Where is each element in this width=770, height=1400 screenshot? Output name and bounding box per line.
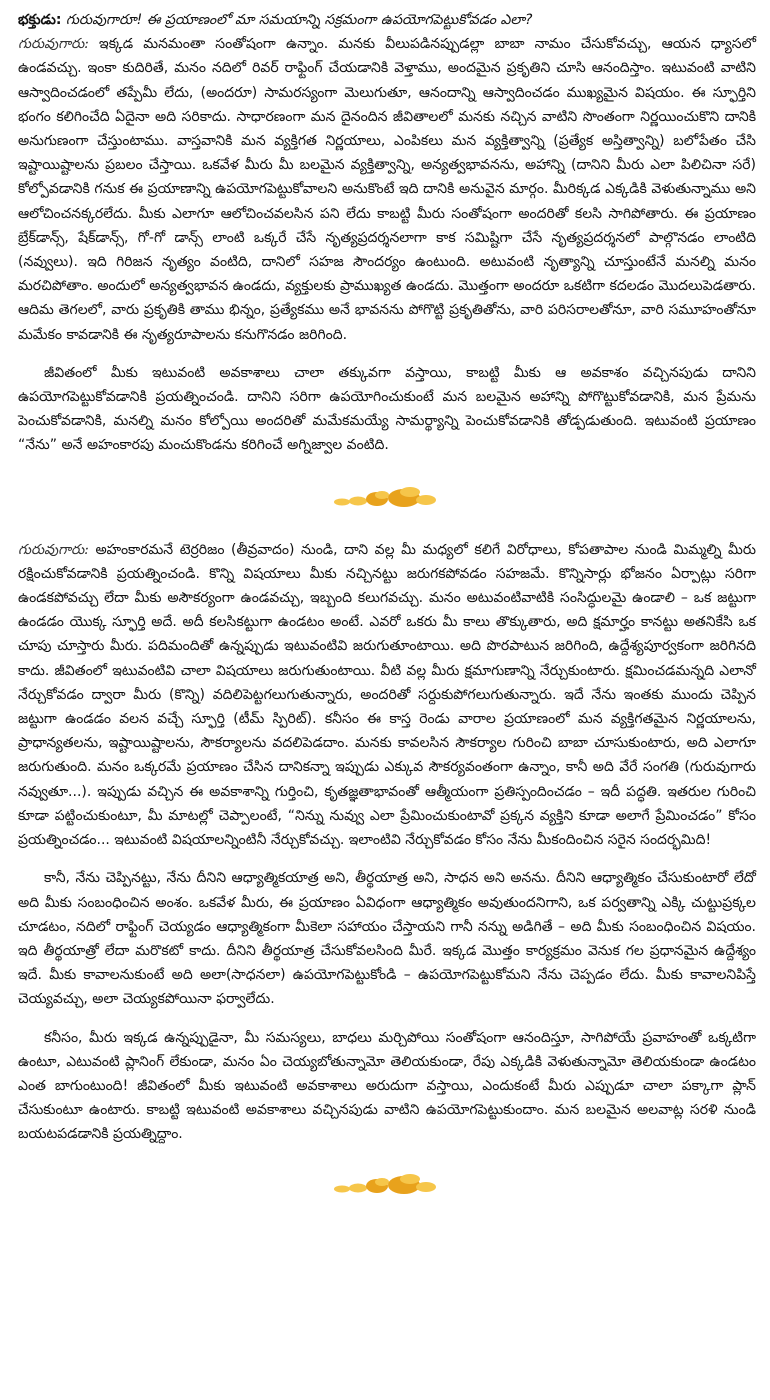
answer2-speaker: గురువుగారు: xyxy=(18,541,89,558)
article xyxy=(18,8,756,1225)
answer2-paragraph3: కనీసం, మీరు ఇక్కడ ఉన్నప్పుడైనా, మీ సమస్యలు, బాధలు మర్చిపోయి సంతోషంగా ఆనందిస్తూ, సాగిపోయే ప్రవాహంతో ఒక్కటిగా ఉంటూ, ఎటువంటి ప్లానింగ్ లేకుండా, మనం ఏం చెయ్యబోతున్నామో తెలియకుండా, రేపు ఎక్కడికి వెళుతున్నామో తెలియకుండా ఉండటం ఎంత బాగుంటుంది! జీవితంలో మీకు ఇటువంటి అవకాశాలు అరుదుగా వస్తాయి, ఎందుకంటే మీరు ఎప్పుడూ చాలా పక్కాగా ప్లాన్ చేసుకుంటూ ఉంటారు. కాబట్టి ఇటువంటి అవకాశాలు వచ్చినపుడు వాటిని ఉపయోగపెట్టుకుందాం. మన బలమైన అలవాట్ల సరళి నుండి బయటపడడానికి ప్రయత్నిద్దాం. xyxy=(18,1029,756,1143)
answer2-paragraph1 xyxy=(18,538,756,853)
answer1-paragraph1 xyxy=(18,32,756,347)
ornament-divider-2 xyxy=(18,1169,756,1199)
ornament-divider-1 xyxy=(18,482,756,512)
question-text: గురువుగారూ! ఈ ప్రయాణంలో మా సమయాన్ని సక్రమంగా ఉపయోగపెట్టుకోవడం ఎలా? xyxy=(65,12,533,28)
answer2-text1: అహంకారమనే టెర్రరిజం (తీవ్రవాదం) నుండి, దాని వల్ల మీ మధ్యలో కలిగే విరోధాలు, కోపతాపాల నుండి మిమ్మల్ని మీరు రక్షించుకోవడానికి ప్రయత్నించండి. కొన్ని విషయాలు మీకు నచ్చినట్టు జరుగకపోవడం సహజమే. కొన్నిసార్లు భోజనం ఏర్పాట్లు సరిగా ఉండకపోవచ్చు లేదా మీకు అసౌకర్యంగా ఉండవచ్చు, ఇబ్బంది కలుగవచ్చు. మనం అటువంటివాటికి సంసిద్ధులమై ఉండాలి – ఒక జట్టుగా ఉండడం యొక్క స్ఫూర్తి అదే. అదీ కలసికట్టుగా ఉండటం అంటే. ఎవరో ఒకరు మీ కాలు తొక్కుతారు, అది క్షమార్హం కానట్టు అతనికేసి ఒక చూపు చూస్తారు మీరు. పదిమందితో ఉన్నప్పుడు ఇటువంటివి జరుగుతూంటాయి. అది పొరపాటున జరిగింది, ఉద్దేశ్యపూర్వకంగా జరిగినది కాదు. జీవితంలో ఇటువంటివి చాలా విషయాలు జరుగుతుంటాయి. వీటి వల్ల మీరు క్షమాగుణాన్ని నేర్చుకుంటారు. క్షమించడమన్నది ఎలానో నేర్చుకోవడం ద్వారా మీరు (కొన్ని) వదిలిపెట్టగలుగుతున్నారు, అందరితో సర్దుకుపోగలుగుతున్నారు. ఇదే నేను ఇంతకు ముందు చెప్పిన జట్టుగా ఉండడం వలన వచ్చే స్ఫూర్తి (టీమ్ స్పిరిట్). కనీసం ఈ కాస్త రెండు వారాల ప్రయాణంలో మన వ్యక్తిగతమైన నిర్ణయాలను, ప్రాధాన్యతలను, ఇష్టాయిష్టాలను, సౌకర్యాలను వదలిపెడదాం. మనకు కావలసిన సౌకర్యాల గురించి బాబా చూసుకుంటారు, అది ఎలాగూ జరుగుతుంది. మనం ఒక్కరమే ప్రయాణం చేసిన దానికన్నా ఇప్పుడు ఎక్కువ సౌకర్యవంతంగా ఉన్నాం, కానీ అది వేరే సంగతి (గురువుగారు నవ్వుతూ...). ఇప్పుడు వచ్చిన ఈ అవకాశాన్ని గుర్తించి, కృతజ్ఞతాభావంతో ఆత్మీయంగా ప్రతిస్పందించడం – ఇదీ పద్ధతి. ఇతరుల గురించి కూడా పట్టించుకుంటూ, మీ మాటల్లో చెప్పాలంటే, “నిన్ను నువ్వు ఎలా ప్రేమించుకుంటావో ప్రక్కన వ్యక్తిని కూడా అలాగే ప్రేమించడం” కోసం ప్రయత్నించడం... ఇటువంటి విషయాలన్నింటినీ నేర్చుకోవచ్చు. ఇలాంటివి నేర్చుకోవడం కోసం నేను మీకందించిన సరైన సందర్భమిది! xyxy=(18,541,756,849)
flower-ornament-icon xyxy=(332,1169,442,1199)
answer1-text1: ఇక్కడ మనమంతా సంతోషంగా ఉన్నాం. మనకు వీలుపడినప్పుడల్లా బాబా నామం చేసుకోవచ్చు, ఆయన ధ్యాసలో ఉండవచ్చు. ఇంకా కుదిరితే, మనం నదిలో రివర్ రాఫ్టింగ్ చేయడానికి వెళ్తాము, అందమైన ప్రకృతిని చూసి ఆనందిస్తాం. ఇటువంటి వాటిని ఆస్వాదించడంలో తప్పేమీ లేదు, (అందరూ) సామరస్యంగా మెలుగుతూ, ఆనందాన్ని ఆస్వాదించడం ముఖ్యమైన విషయం. ఈ స్ఫూర్తిని భంగం కలిగించేది ఏదైనా అది సరికాదు. సాధారణంగా మన దైనందిన జీవితాలలో మనకు నచ్చిన వాటిని సొంతంగా నిర్ణయించుకొని దానికి అనుగుణంగా చేస్తుంటాము. వాస్తవానికి మన వ్యక్తిగత నిర్ణయాలు, ఎంపికలు మన వ్యక్తిత్వాన్ని (ప్రత్యేక అస్తిత్వాన్ని) బలోపేతం చేసి ఇష్టాయిష్టాలను ప్రబలం చేస్తాయి. ఒకవేళ మీరు మీ బలమైన వ్యక్తిత్వాన్ని, అన్యత్వభావనను, అహాన్ని (దానిని మీరు ఎలా పిలిచినా సరే) కోల్పోవడానికి గనుక ఈ ప్రయాణాన్ని ఉపయోగపెట్టుకోవాలని అనుకొంటే ఇది దానికి అనువైన మార్గం. మీరిక్కడ ఎక్కడికి వెళుతున్నాము అని ఆలోచించనక్కరలేదు. మీకు ఎలాగూ ఆలోచించవలసిన పని లేదు కాబట్టి మీరు సంతోషంగా అందరితో కలసి సాగిపోతారు. ఈ ప్రయాణం బ్రేక్‌డాన్స్, షేక్‌డాన్స్, గో-గో డాన్స్ లాంటి ఒక్కరే చేసే నృత్యప్రదర్శనలాగా కాక సమిష్టిగా చేసే నృత్యప్రదర్శనలో పాల్గొనడం లాంటిది (నవ్వులు). ఇది గిరిజన నృత్యం వంటిది, దానిలో సహజ సౌందర్యం ఉంటుంది. అటువంటి నృత్యాన్ని చూస్తుంటేనే మనల్ని మనం మరచిపోతాం. అందులో అన్యత్వభావన ఉండదు, వ్యక్తులకు ప్రాముఖ్యత ఉండదు. మొత్తంగా అందరూ ఒకటిగా కదలడం మొదలుపెడతారు. ఆదిమ తెగలలో, వారు ప్రకృతికి తాము భిన్నం, ప్రత్యేకము అనే భావనను పోగొట్టి ప్రకృతితోను, వారి పరిసరాలతోనూ, వారి సమూహంతోనూ మమేకం కావడానికి ఈ నృత్యరూపాలను కనుగొనడం జరిగింది. xyxy=(18,36,756,343)
question-speaker: భక్తుడు: xyxy=(18,12,62,28)
question-paragraph xyxy=(18,8,756,32)
answer2-paragraph2: కానీ, నేను చెప్పినట్టు, నేను దీనిని ఆధ్యాత్మికయాత్ర అని, తీర్థయాత్ర అని, సాధన అని అనను. దీనిని ఆధ్యాత్మికం చేసుకుంటారో లేదో అది మీకు సంబంధించిన అంశం. ఒకవేళ మీరు, ఈ ప్రయాణం ఏవిధంగా ఆధ్యాత్మికం అవుతుందనిగాని, ఒక పర్వతాన్ని ఎక్కి చుట్టుప్రక్కల చూడటం, నదిలో రాఫ్టింగ్ చెయ్యడం ఆధ్యాత్మికంగా మీకెలా సహాయం చేస్తాయని గానీ నన్ను అడిగితే – అది మీకు సంబంధించిన విషయం. ఇది తీర్థయాత్రో లేదా మరొకటో కాదు. దీనిని తీర్థయాత్ర చేసుకోవలసింది మీరే. ఇక్కడ మొత్తం కార్యక్రమం వెనుక గల ప్రధానమైన ఉద్దేశ్యం ఇదే. మీకు కావాలనుకుంటే అది అలా(సాధనలా) ఉపయోగపెట్టుకోండి – ఉపయోగపెట్టుకోమని నేను చెప్పడం లేదు. మీకు కావాలనిపిస్తే చెయ్యవచ్చు, అలా చెయ్యకపోయినా ఫర్వాలేదు. xyxy=(18,870,756,1008)
flower-ornament-icon xyxy=(332,482,442,512)
answer1-paragraph2: జీవితంలో మీకు ఇటువంటి అవకాశాలు చాలా తక్కువగా వస్తాయి, కాబట్టి మీకు ఆ అవకాశం వచ్చినపుడు దానిని ఉపయోగపెట్టుకోవడానికి ప్రయత్నించండి. దానిని సరిగా ఉపయోగించుకుంటే మన బలమైన అహాన్ని పోగొట్టుకోవడానికి, మన ప్రేమను పెంచుకోవడానికి, మనల్ని మనం కోల్పోయి అందరితో మమేకమయ్యే సామర్థ్యాన్ని పెంచుకోవడానికి తోడ్పడుతుంది. ఇటువంటి ప్రయాణం “నేను” అనే అహంకారపు మంచుకొండను కరిగించే అగ్నిజ్వాల వంటిది. xyxy=(18,364,756,454)
answer1-speaker: గురువుగారు: xyxy=(18,36,89,53)
